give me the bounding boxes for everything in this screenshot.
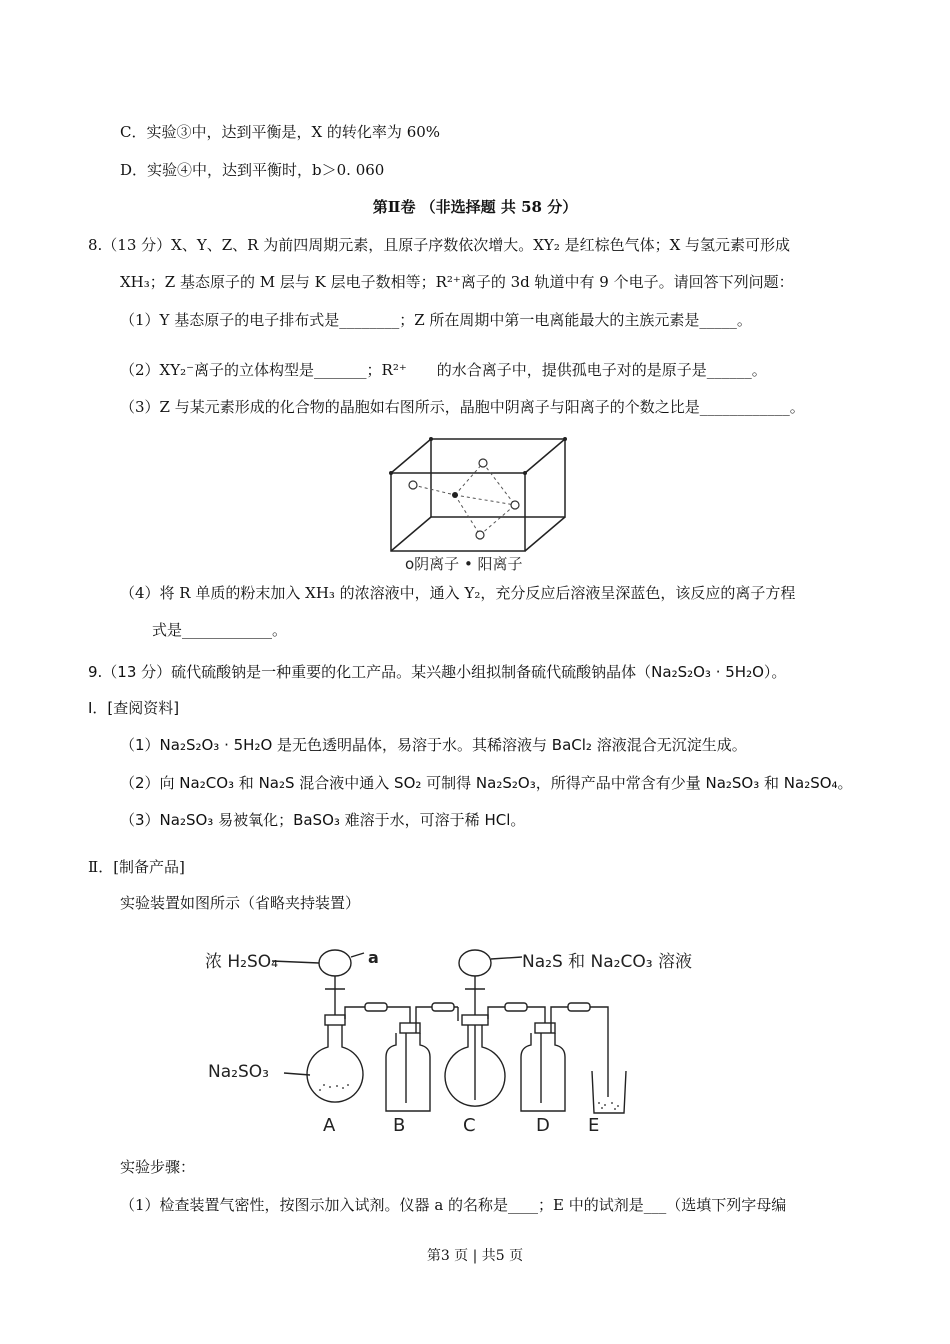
beaker-e bbox=[592, 1071, 626, 1113]
label-conc-h2so4: 浓 H₂SO₄ bbox=[205, 952, 278, 972]
cation-mark bbox=[563, 437, 567, 441]
q8-sub3: （3）Z 与某元素形成的化合物的晶胞如右图所示，晶胞中阴离子与阳离子的个数之比是____________。 bbox=[120, 398, 805, 416]
label-flask-c: C bbox=[463, 1115, 476, 1136]
label-beaker-e: E bbox=[588, 1115, 600, 1136]
crystal-cell-diagram bbox=[385, 435, 585, 575]
option-c: C．实验③中，达到平衡是，X 的转化率为 60% bbox=[120, 123, 441, 141]
cation-mark bbox=[452, 492, 458, 498]
dropping-funnel-c bbox=[459, 950, 491, 976]
cell-back-face bbox=[431, 439, 565, 517]
crystal-cell-figure bbox=[385, 435, 585, 575]
q9-info3: （3）Na₂SO₃ 易被氧化；BaSO₃ 难溶于水，可溶于稀 HCl。 bbox=[120, 811, 526, 829]
crystal-legend: o阴离子 • 阳离子 bbox=[405, 555, 523, 573]
label-bottle-b: B bbox=[393, 1115, 406, 1136]
anion-mark bbox=[479, 459, 487, 467]
apparatus-figure bbox=[200, 935, 720, 1140]
q8-stem-line1: 8.（13 分）X、Y、Z、R 为前四周期元素，且原子序数依次增大。XY₂ 是红棕色气体；X 与氢元素可形成 bbox=[88, 236, 791, 254]
anion-mark bbox=[476, 531, 484, 539]
q9-part2-heading: Ⅱ．[制备产品] bbox=[88, 858, 185, 876]
bottle-d bbox=[521, 1033, 565, 1111]
label-a: a bbox=[368, 948, 379, 967]
cation-mark bbox=[389, 471, 393, 475]
q8-sub4-line2: 式是____________。 bbox=[152, 621, 288, 639]
page-footer: 第3 页 | 共5 页 bbox=[426, 1248, 524, 1264]
flask-a bbox=[307, 1025, 363, 1102]
q8-sub4-line1: （4）将 R 单质的粉末加入 XH₃ 的浓溶液中，通入 Y₂，充分反应后溶液呈深蓝色，该反应的离子方程 bbox=[120, 584, 796, 602]
anion-mark bbox=[511, 501, 519, 509]
dropping-funnel-a bbox=[319, 950, 351, 976]
label-na2s-na2co3: Na₂S 和 Na₂CO₃ 溶液 bbox=[522, 952, 692, 972]
section-title: 第Ⅱ卷 （非选择题 共 58 分） bbox=[372, 198, 578, 216]
cation-mark bbox=[429, 437, 433, 441]
q8-stem-line2: XH₃；Z 基态原子的 M 层与 K 层电子数相等；R²⁺离子的 3d 轨道中有 9 个电子。请回答下列问题： bbox=[120, 273, 794, 291]
step-1: （1）检查装置气密性，按图示加入试剂。仪器 a 的名称是____；E 中的试剂是___（选填下列字母编 bbox=[120, 1196, 787, 1214]
q9-stem: 9.（13 分）硫代硫酸钠是一种重要的化工产品。某兴趣小组拟制备硫代硫酸钠晶体（Na₂S₂O₃ · 5H₂O）。 bbox=[88, 663, 787, 681]
q9-info1: （1）Na₂S₂O₃ · 5H₂O 是无色透明晶体，易溶于水。其稀溶液与 BaCl₂ 溶液混合无沉淀生成。 bbox=[120, 736, 747, 754]
q8-sub2: （2）XY₂⁻离子的立体构型是_______；R²⁺ 的水合离子中，提供孤电子对的是原子是______。 bbox=[120, 361, 767, 379]
bottle-b bbox=[386, 1033, 430, 1111]
cation-mark bbox=[523, 471, 527, 475]
q8-sub1: （1）Y 基态原子的电子排布式是________；Z 所在周期中第一电离能最大的主族元素是_____。 bbox=[120, 311, 752, 329]
q9-apparatus-desc: 实验装置如图所示（省略夹持装置） bbox=[120, 894, 361, 912]
q9-part1-heading: I．[查阅资料] bbox=[88, 699, 180, 717]
apparatus-diagram bbox=[200, 935, 720, 1140]
q9-info2: （2）向 Na₂CO₃ 和 Na₂S 混合液中通入 SO₂ 可制得 Na₂S₂O₃，所得产品中常含有少量 Na₂SO₃ 和 Na₂SO₄。 bbox=[120, 774, 853, 792]
anion-mark bbox=[409, 481, 417, 489]
label-bottle-d: D bbox=[536, 1115, 550, 1136]
option-d: D．实验④中，达到平衡时，b＞0. 060 bbox=[120, 161, 385, 179]
label-flask-a: A bbox=[323, 1115, 336, 1136]
steps-heading: 实验步骤： bbox=[120, 1158, 196, 1176]
label-na2so3: Na₂SO₃ bbox=[208, 1062, 269, 1082]
